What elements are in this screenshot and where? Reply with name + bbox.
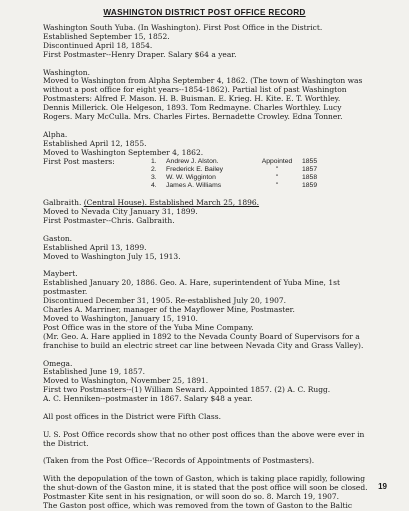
postmaster-name: James A. Williams [166,182,222,190]
postmaster-table [151,158,325,191]
postmaster-year: 1857 [302,165,318,173]
postmaster-list [43,158,388,191]
record-paragraph [43,235,388,262]
text-line: Washington. [43,67,90,77]
text-line: Moved to Washington July 15, 1913. [43,251,181,261]
record-paragraph [43,431,388,449]
galbraith-established: (Central House). Established March 25, 1896. [83,198,260,208]
postmaster-role: '' [275,173,279,181]
text-line: the District. [43,438,89,448]
sections-part-2 [43,226,388,511]
record-paragraph [43,457,388,466]
postmaster-name: W. W. Wigginton [166,173,216,181]
text-line: Alpha. [43,129,68,139]
postmaster-year: 1858 [302,173,318,181]
text-line: Maybert. [43,269,78,279]
record-paragraph [43,69,388,122]
text-line: Moved to Washington from Alpha September 4, 1862. (The town of Washington was [43,76,363,86]
record-paragraph [43,24,388,60]
text-line: postmaster. [43,287,88,297]
postmaster-n: 3. [151,173,157,181]
text-line: Post Office was in the store of the Yuba Mine Company. [43,322,254,332]
text-line: franchise to build an electric street car line between Nevada City and Grass Valley). [43,340,364,350]
postmaster-name: Andrew J. Alston. [166,157,219,165]
record-paragraph [43,475,388,511]
galbraith-lines [43,208,388,226]
postmaster-n: 2. [151,165,157,173]
page-number: 19 [378,482,387,491]
text-line: (Taken from the Post Office--'Records of Appointments of Postmasters). [43,456,315,466]
record-paragraph [43,413,388,422]
text-line: First Postmaster--Chris. Galbraith. [43,216,175,226]
text-line: Discontinued April 18, 1854. [43,40,153,50]
text-line: Moved to Washington September 4, 1862. [43,147,204,157]
text-line: (Mr. Geo. A. Hare applied in 1892 to the Nevada County Board of Supervisors for a [43,331,360,341]
text-line: Moved to Nevada City January 31, 1899. [43,207,198,217]
postmaster-row [151,158,325,166]
text-line: Washington South Yuba. (In Washington). First Post Office in the District. [43,23,323,32]
text-line: Discontinued December 31, 1905. Re-established July 20, 1907. [43,296,287,306]
postmaster-role: '' [275,165,279,173]
sections-part-1 [43,24,388,131]
text-line: Moved to Washington, November 25, 1891. [43,376,209,386]
text-line: U. S. Post Office records show that no other post offices than the above were ever in [43,429,365,439]
text-line: Established April 12, 1855. [43,138,147,148]
postmaster-n: 4. [151,182,157,190]
postmaster-name: Frederick E. Bailey [166,165,224,173]
postmaster-role: Appointed [261,157,293,165]
text-line: With the depopulation of the town of Gaston, which is taking place rapidly, following [43,474,366,484]
text-line: Postmasters: Alfred F. Mason. H. B. Buisman. E. Krieg. H. Kite. E. T. Worthley. [43,94,341,104]
text-line: Dennis Millerick. Ole Helgeson, 1893. Tom Redmayne. Charles Worthley. Lucy [43,103,342,113]
text-line: First Postmaster--Henry Draper. Salary $64 a year. [43,49,237,59]
postmaster-row [151,166,325,174]
text-line: The Gaston post office, which was removed from the town of Gaston to the Baltic [43,500,353,510]
postmaster-n: 1. [151,157,157,165]
text-line: A. C. Henniken--postmaster in 1867. Salary $48 a year. [43,394,253,404]
galbraith-section [43,199,388,226]
postmaster-row [151,182,325,190]
postmaster-year: 1859 [302,182,318,190]
page-header: WASHINGTON DISTRICT POST OFFICE RECORD [103,8,306,17]
text-line: Omega. [43,358,73,368]
document-body [43,24,388,511]
alpha-lines [43,131,388,158]
postmaster-role: '' [275,182,279,190]
text-line: Postmaster Kite sent in his resignation, or will soon do so. 8. March 19, 1907. [43,492,340,502]
postmaster-row [151,174,325,182]
text-line: Moved to Washington, January 15, 1910. [43,314,198,324]
galbraith-title: Galbraith. [43,198,82,208]
text-line: without a post office for eight years--1854-1862). Partial list of past Washington [43,85,347,95]
text-line: All post offices in the District were Fifth Class. [43,411,221,421]
text-line: the shut-down of the Gaston mine, it is stated that the post office will soon be closed. [43,483,368,493]
text-line: Established September 15, 1852. [43,31,170,41]
record-paragraph [43,360,388,405]
text-line: Established January 20, 1886. Geo. A. Hare, superintendent of Yuba Mine, 1st [43,278,340,288]
text-line: Gaston. [43,233,73,243]
alpha-section [43,131,388,191]
record-paragraph [43,270,388,350]
postmaster-year: 1855 [302,157,318,165]
text-line: Established June 19, 1857. [43,367,145,377]
text-line: Established April 13, 1899. [43,242,147,252]
text-line: First two Postmasters--(1) William Seward. Appointed 1857. (2) A. C. Rugg. [43,385,331,395]
text-line: Rogers. Mary McCulla. Mrs. Charles Firtes. Bernadette Crowley. Edna Tonner. [43,112,343,122]
postmaster-label: First Post masters: [43,156,115,166]
text-line: Charles A. Marriner, manager of the Mayflower Mine, Postmaster. [43,305,295,315]
